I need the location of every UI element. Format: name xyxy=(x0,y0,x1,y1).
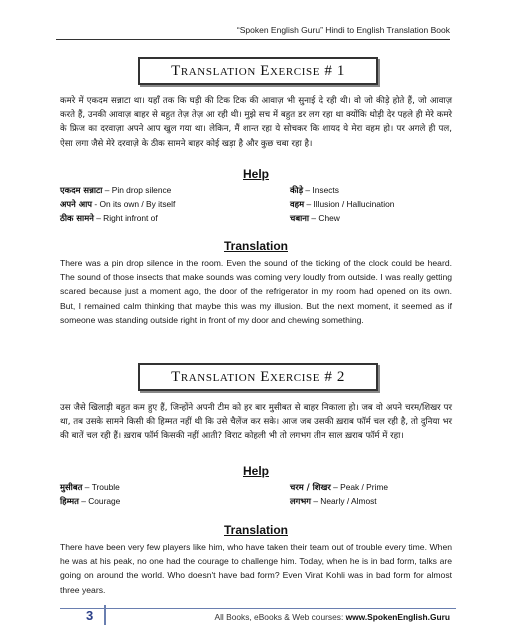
help-entry: चबाना – Chew xyxy=(290,213,340,223)
exercise-2-translation-heading: Translation xyxy=(223,523,288,537)
help-entry: हिम्मत – Courage xyxy=(60,496,121,506)
exercise-1-help-heading: Help xyxy=(242,167,269,181)
exercise-1-hindi-paragraph: कमरे में एकदम सन्नाटा था। यहाँ तक कि घड़ी की टिक टिक की आवाज़ भी सुनाई दे रही थी। वो जो कीड़े होते हैं, जो आवाज़ करते हैं, उनकी आवाज़ बाहर से बहुत तेज़ तेज़ आ रही थी। मुझे सच में बहुत डर लग रहा था क्योंकि थोड़ी देर पहले ही मेरे कमरे के फ्रिज का दरवाज़ा अपने आप खुल गया था। लेकिन, मैं शान्त रहा ये सोचकर कि शायद ये मेरा वहम हो। पर अगले ही पल, ऐसा लगा जैसे मेरे दरवाज़े के ठीक सामने बाहर कोई खड़ा है और कुछ चबा रहा है। xyxy=(60,96,452,149)
footer-promo: All Books, eBooks & Web courses: www.SpokenEnglish.Guru xyxy=(214,612,450,622)
help-row xyxy=(60,480,452,494)
help-entry: अपने आप - On its own / By itself xyxy=(60,199,176,209)
exercise-1-title: Translation Exercise # 1 xyxy=(138,57,378,85)
help-row xyxy=(60,494,452,508)
footer-divider xyxy=(60,608,456,609)
exercise-1-translation-heading: Translation xyxy=(223,239,288,253)
exercise-1-help-list xyxy=(60,183,452,225)
help-row xyxy=(60,197,452,211)
help-entry: ठीक सामने – Right infront of xyxy=(60,213,158,223)
exercise-2-title: Translation Exercise # 2 xyxy=(138,363,378,391)
footer-page-separator xyxy=(104,605,106,625)
help-entry: कीड़े – Insects xyxy=(290,185,339,195)
help-entry: एकदम सन्नाटा – Pin drop silence xyxy=(60,185,172,195)
help-entry: चरम / शिखर – Peak / Prime xyxy=(290,482,389,492)
exercise-2-hindi-paragraph: उस जैसे खिलाड़ी बहुत कम हुए हैं, जिन्होंने अपनी टीम को हर बार मुसीबत से बाहर निकाला हो। जब वो अपने चरम/शिखर पर था, तब उसके सामने किसी की हिम्मत नहीं थी कि उसे चैलेंज कर सके। आज जब उसकी ख़राब फॉर्म चल रही है, तो दुनिया भर की बातें चल रही हैं। ख़राब फॉर्म किसकी नहीं आती? विराट कोहली भी तो लगभग तीन साल ख़राब फॉर्म में रहा। xyxy=(60,403,452,442)
page-number: 3 xyxy=(86,608,94,623)
help-entry: वहम – Illusion / Hallucination xyxy=(290,199,395,209)
help-entry: मुसीबत – Trouble xyxy=(60,482,120,492)
exercise-2-translation-paragraph: There have been very few players like him, who have taken their team out of trouble every time. When he was at his peak, no one had the courage to challenge him. Today, when he is in bad form, talks are going on around the world. Who doesn't have bad form? Even Virat Kohli was in bad form for almost three years. xyxy=(60,542,452,595)
running-header: “Spoken English Guru” Hindi to English Translation Book xyxy=(236,25,450,35)
help-row xyxy=(60,183,452,197)
footer-site-link[interactable]: www.SpokenEnglish.Guru xyxy=(345,612,450,622)
exercise-2-help-heading: Help xyxy=(242,464,269,478)
help-row xyxy=(60,211,452,225)
help-entry: लगभग – Nearly / Almost xyxy=(290,496,377,506)
exercise-2-help-list xyxy=(60,480,452,508)
header-divider xyxy=(56,39,450,40)
exercise-1-translation-paragraph: There was a pin drop silence in the room. Even the sound of the ticking of the clock could be heard. The sound of those insects that make sounds was coming very loudly from outside. I was really getting scared because just a moment ago, the door of the refrigerator in my room had opened on its own. But, I remained calm thinking that maybe this was my illusion. But the next moment, it seemed as if someone was standing outside right in front of my door and chewing something. xyxy=(60,258,452,325)
